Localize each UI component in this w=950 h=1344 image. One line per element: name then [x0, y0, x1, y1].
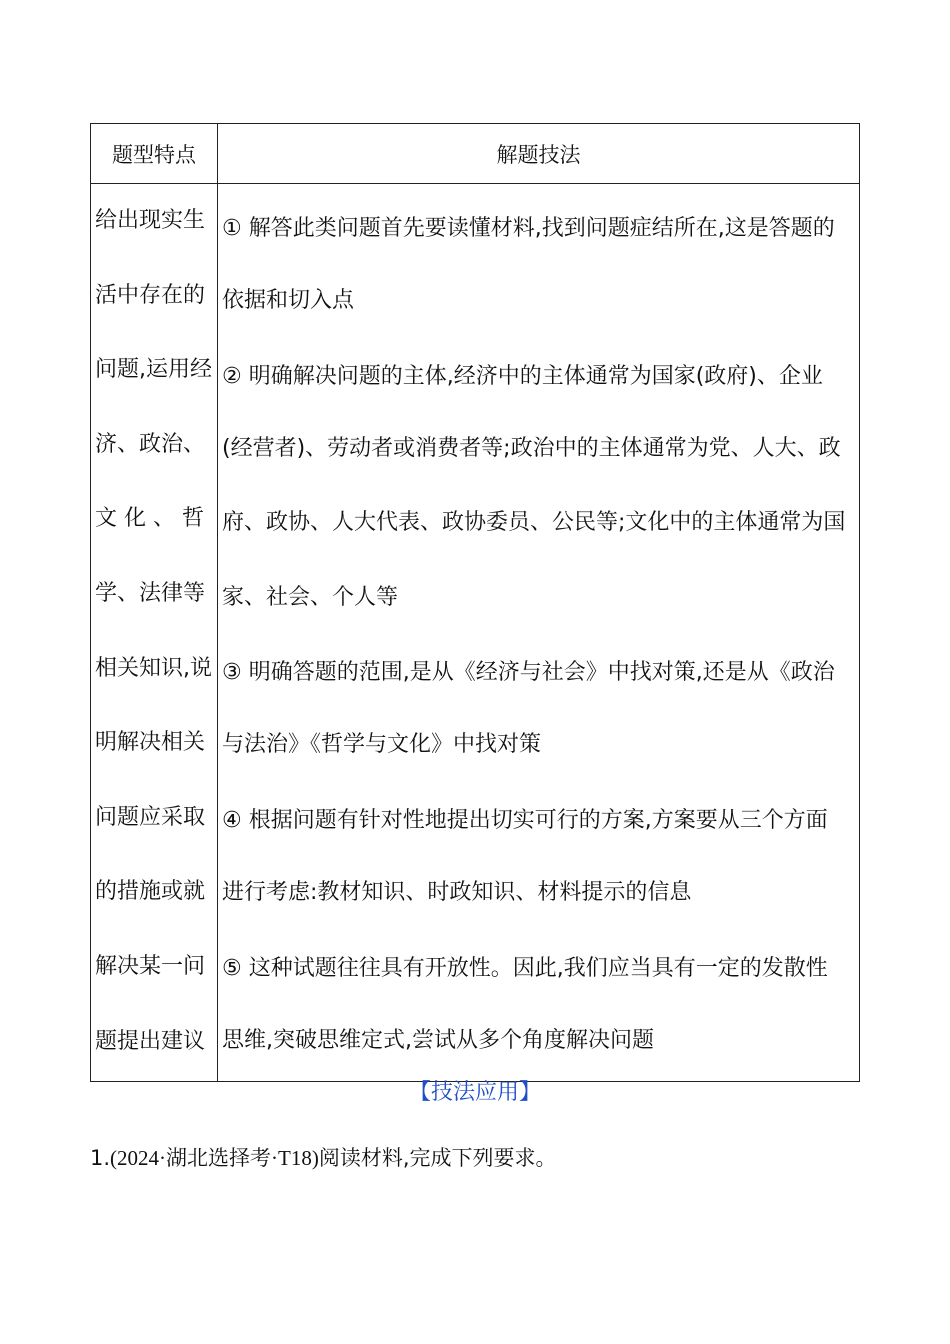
- method-line: 进行考虑:教材知识、时政知识、材料提示的信息: [222, 879, 692, 905]
- table-body-row: [91, 184, 860, 1082]
- method-line: 依据和切入点: [222, 288, 355, 313]
- type-features-line: 明解决相关: [95, 730, 206, 756]
- table-header-row: [91, 124, 860, 184]
- method-line: 家、社会、个人等: [222, 584, 399, 610]
- type-features-line: 的措施或就: [95, 879, 206, 905]
- method-line: (经营者)、劳动者或消费者等;政治中的主体通常为党、人大、政: [222, 435, 841, 461]
- type-features-line: 相关知识,说: [95, 655, 212, 681]
- technique-table: [90, 123, 860, 1082]
- type-features-line: 题提出建议: [95, 1028, 206, 1054]
- header-techniques: 解题技法: [218, 124, 860, 184]
- method-line: ④ 根据问题有针对性地提出切实可行的方案,方案要从三个方面: [222, 807, 828, 833]
- question-source: (2024·湖北选择考·T18): [110, 1146, 319, 1170]
- method-3: [222, 638, 855, 783]
- method-1: [222, 194, 855, 339]
- type-features-line: 学、法律等: [95, 580, 206, 606]
- method-4: [222, 786, 855, 931]
- type-features-line: 济、政治、: [95, 431, 206, 457]
- method-line: 府、政协、人大代表、政协委员、公民等;文化中的主体通常为国: [222, 510, 846, 536]
- type-features-line: 解决某一问: [95, 953, 206, 979]
- question-text: 阅读材料,完成下列要求。: [318, 1146, 557, 1170]
- question-1: [90, 1142, 557, 1172]
- method-line: 思维,突破思维定式,尝试从多个角度解决问题: [222, 1027, 654, 1053]
- method-2: [222, 342, 855, 636]
- type-features-line: 给出现实生: [95, 208, 206, 233]
- type-features-line: 问题应采取: [95, 804, 206, 830]
- type-features-line: 文 化 、 哲: [95, 506, 204, 532]
- method-line: ③ 明确答题的范围,是从《经济与社会》中找对策,还是从《政治: [222, 660, 835, 686]
- method-5: [222, 934, 855, 1079]
- type-features-line: 问题,运用经: [95, 357, 212, 383]
- method-line: ② 明确解决问题的主体,经济中的主体通常为国家(政府)、企业: [222, 363, 823, 389]
- method-line: 与法治》《哲学与文化》中找对策: [222, 732, 542, 758]
- header-type-features: 题型特点: [91, 124, 218, 184]
- question-number: 1.: [90, 1146, 111, 1170]
- techniques-cell: [218, 184, 860, 1082]
- section-heading: 【技法应用】: [408, 1080, 541, 1105]
- method-line: ⑤ 这种试题往往具有开放性。因此,我们应当具有一定的发散性: [222, 955, 828, 981]
- type-features-cell: [91, 184, 218, 1082]
- type-features-line: 活中存在的: [95, 282, 206, 308]
- method-line: ① 解答此类问题首先要读懂材料,找到问题症结所在,这是答题的: [222, 216, 835, 241]
